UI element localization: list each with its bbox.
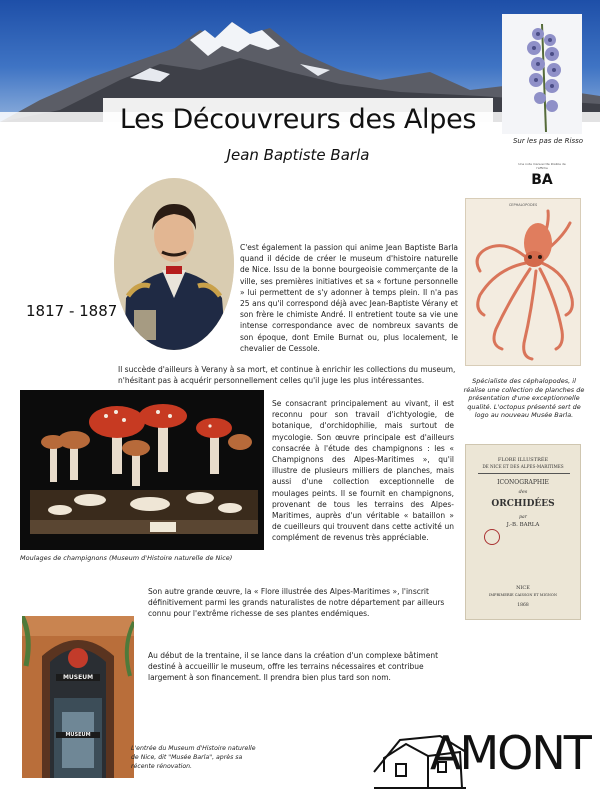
book-author: J.-B. BARLA [506,522,540,528]
mushroom-photo [20,390,264,550]
intro-paragraph: C'est également la passion qui anime Jean Baptiste Barla quand il décide de créer le museum d'histoire naturelle de Nice. Issu de la bonne bourgeoisie commerçante de la ville, ses premières initiatives et sa « fortune personnelle » lui permettent de s'y adonner à temps plein. Il n'a pas 25 ans qu'il correspond déjà avec Jean-Baptiste Vérany et son frère le chimiste André. Il entretient toute sa vie une intense correspondance avec de nombreux savants de son époque, dont Emile Burnat ou, plus localement, le chevalier de Cessole. [240,243,458,353]
page-title: Les Découvreurs des Alpes [119,104,477,135]
flora-paragraph: Son autre grande œuvre, la « Flore illustrée des Alpes-Maritimes », l'inscrit définitivement parmi les grands naturalistes de notre département par ailleurs connu pour l'extrême richesse de ses plantes endémiques. [148,587,445,619]
book-year: 1868 [517,603,529,608]
ba-logo: BA [531,172,553,188]
amont-wordmark: AMONT [430,726,590,780]
life-dates: 1817 - 1887 [26,302,118,320]
book-title-line-2: DE NICE ET DES ALPES-MARITIMES [482,464,564,469]
book-divider [478,473,570,474]
book-title-line-5: ORCHIDÉES [491,499,555,509]
octopus-caption: Spécialiste des céphalopodes, il réalise une collection de planches de présentation d'une exceptionnelle qualité. L'octopus présenté sert de logo au nouveau Musée Barla. [463,377,585,419]
mushroom-paragraph: Se consacrant principalement au vivant, il est reconnu pour son travail d'ichtyologie, de botanique, d'orchidophilie, mais surtout de mycologie. Son œuvre principale est d'ailleurs consacrée à l'étude des champignons : les « Champignons des Alpes-Maritimes », qu'il illustre de plusieurs milliers de planches, mais aussi d'une collection exceptionnelle de moulages peints. Il se fournit en champignons, provenant de tous les terrains des Alpes-Maritimes, auprès d'un véritable « bataillon » de cueilleurs qui trouvent dans cette activité un complément de revenus très appréciable. [272,399,454,543]
book-printer: IMPRIMERIE CAISSON ET MIGNON [488,593,558,597]
ba-handwritten-note: Une note manuscrite illisible de l'affiche [518,162,566,170]
flower-photo [502,14,582,134]
octopus-plate-header: CEPHALOPODES [508,203,538,207]
museum-sign-bottom: MUSEUM [65,732,91,738]
mushroom-caption: Moulages de champignons (Museum d'Histoire naturelle de Nice) [20,554,233,562]
museum-entrance-photo [22,616,134,778]
book-stamp [484,529,500,545]
book-title-line-3: ICONOGRAPHIE [497,479,549,486]
flower-caption: Sur les pas de Risso [512,137,584,145]
succession-paragraph: Il succède d'ailleurs à Verany à sa mort, et continue à enrichir les collections du museum, n'hésitant pas à acquérir personnellement celles qu'il juge les plus intéressantes. [118,365,456,386]
barla-portrait [114,178,234,350]
octopus-plate [465,198,581,366]
book-title-line-1: FLORE ILLUSTRÉE [497,457,549,463]
page-subtitle: Jean Baptiste Barla [226,146,370,164]
book-city: NICE [516,585,530,591]
book-title-line-6: par [519,515,527,520]
museum-sign-top: MUSEUM [62,674,94,681]
book-title-line-4: des [518,489,528,495]
orchid-book-cover [465,444,581,620]
museum-caption: L'entrée du Museum d'Histoire naturelle de Nice, dit "Musée Barla", après sa récente rénovation. [131,745,256,770]
museum-paragraph: Au début de la trentaine, il se lance dans la création d'un complexe bâtiment destiné à accueillir le museum, offre les terrains nécessaires et contribue largement à son financement. Il prendra bien plus tard son nom. [148,651,439,683]
